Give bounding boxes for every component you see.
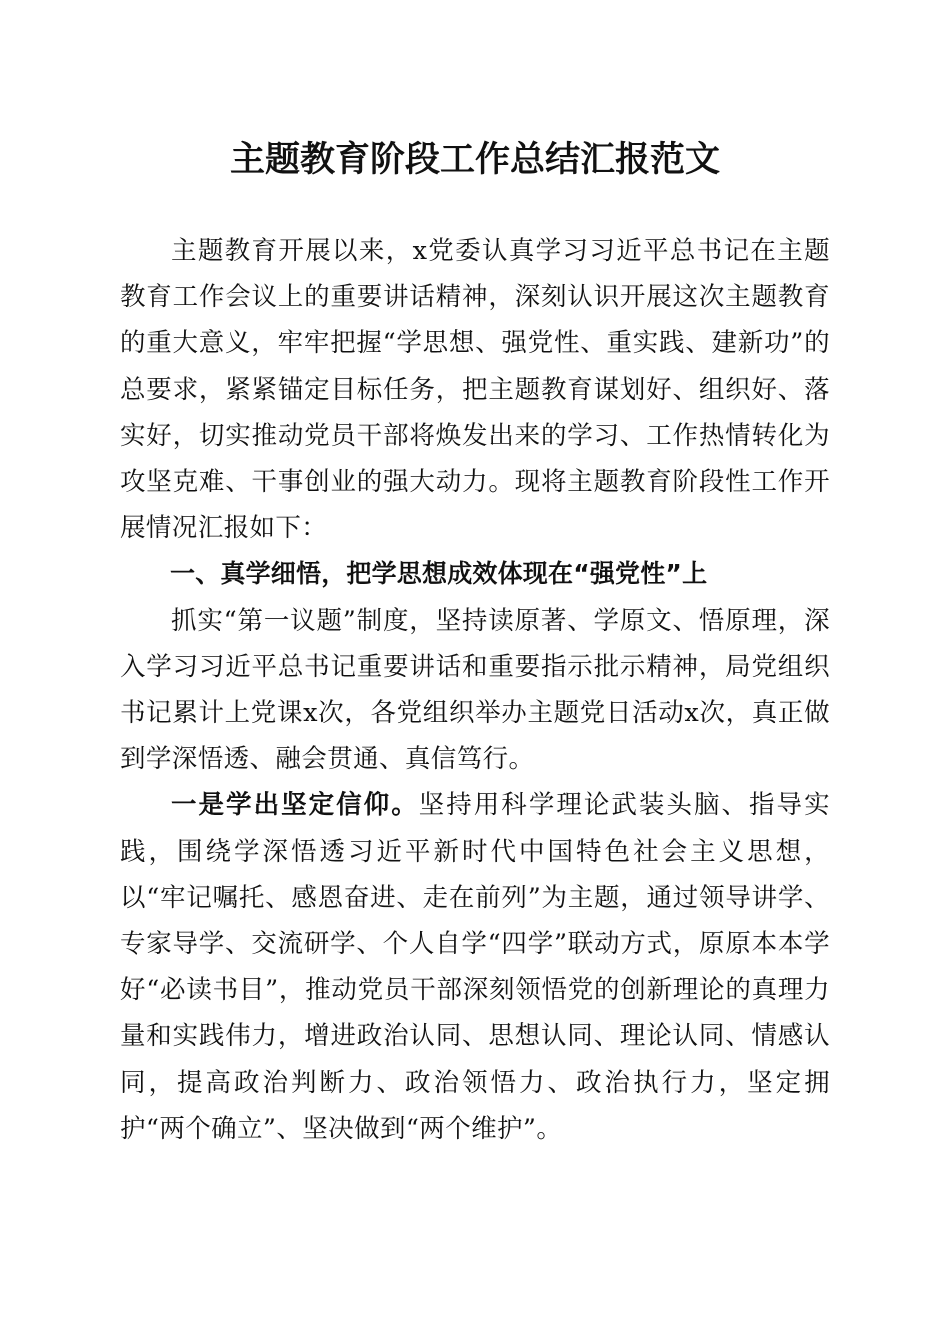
intro-paragraph: 主题教育开展以来，x党委认真学习习近平总书记在主题教育工作会议上的重要讲话精神，深刻认识开展这次主题教育的重大意义，牢牢把握“学思想、强党性、重实践、建新功”的总要求，紧紧锚定目标任务，把主题教育谋划好、组织好、落实好，切实推动党员干部将焕发出来的学习、工作热情转化为攻坚克难、干事创业的强大动力。现将主题教育阶段性工作开展情况汇报如下： — [120, 236, 830, 544]
document-body — [120, 228, 830, 1152]
document-title: 主题教育阶段工作总结汇报范文 — [229, 140, 720, 180]
point-1-lead: 一是学出坚定信仰。 — [171, 790, 419, 821]
point-1-paragraph — [120, 782, 830, 1152]
section-1-paragraph: 抓实“第一议题”制度，坚持读原著、学原文、悟原理，深入学习习近平总书记重要讲话和重要指示批示精神，局党组织书记累计上党课x次，各党组织举办主题党日活动x次，真正做到学深悟透、融会贯通、真信笃行。 — [120, 605, 830, 775]
point-1-text: 坚持用科学理论武装头脑、指导实践，围绕学深悟透习近平新时代中国特色社会主义思想，以“牢记嘱托、感恩奋进、走在前列”为主题，通过领导讲学、专家导学、交流研学、个人自学“四学”联动方式，原原本本学好“必读书目”，推动党员干部深刻领悟党的创新理论的真理力量和实践伟力，增进政治认同、思想认同、理论认同、情感认同，提高政治判断力、政治领悟力、政治执行力，坚定拥护“两个确立”、坚决做到“两个维护”。 — [120, 790, 830, 1144]
section-heading-1: 一、真学细悟，把学思想成效体现在“强党性”上 — [170, 559, 708, 589]
